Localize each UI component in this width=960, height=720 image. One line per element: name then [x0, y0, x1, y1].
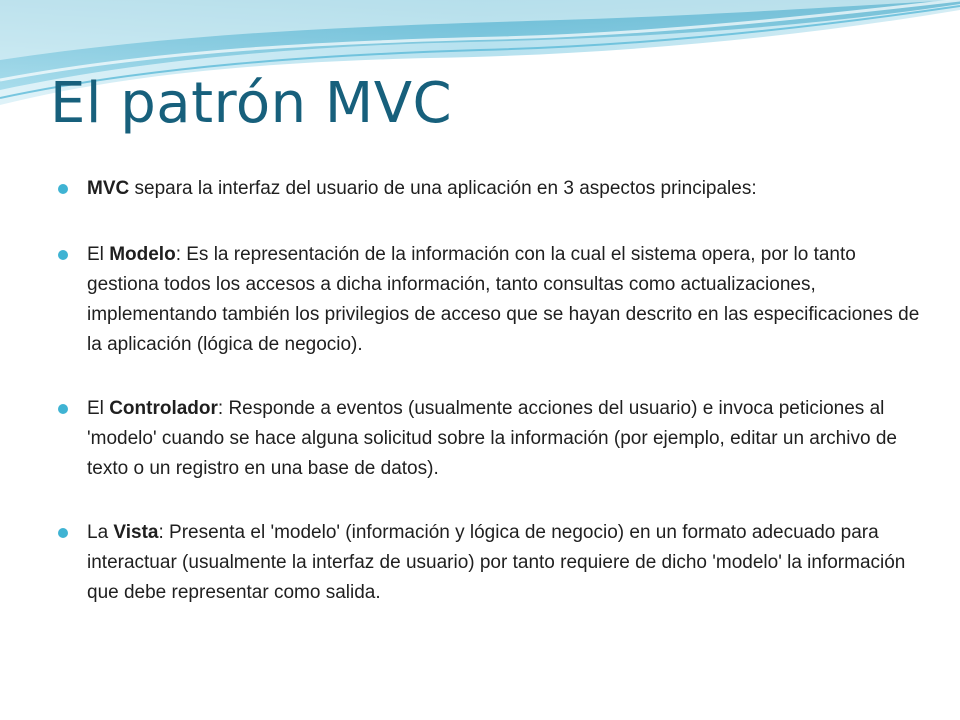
- bullet-dot-icon: [58, 250, 68, 260]
- bullet-prefix: El: [87, 398, 110, 419]
- bullet-list: [58, 174, 928, 642]
- bullet-text: separa la interfaz del usuario de una aplicación en 3 aspectos principales:: [129, 178, 757, 199]
- bullet-dot-icon: [58, 184, 68, 194]
- bullet-term: Controlador: [109, 398, 218, 419]
- bullet-prefix: El: [87, 244, 110, 265]
- bullet-text: : Es la representación de la información con la cual el sistema opera, por lo tanto gestiona todos los accesos a dicha información, tanto consultas como actualizaciones, implementando también los privilegios de acceso que se hayan descrito en las especificaciones de la aplicación (lógica de negocio).: [87, 244, 920, 355]
- bullet-term: MVC: [87, 178, 130, 199]
- bullet-item-controlador: [58, 394, 928, 484]
- bullet-text: : Presenta el 'modelo' (información y lógica de negocio) en un formato adecuado para interactuar (usualmente la interfaz de usuario) por tanto requiere de dicho 'modelo' la información que debe representar como salida.: [87, 522, 906, 603]
- bullet-item-mvc: [58, 174, 928, 204]
- bullet-prefix: La: [87, 522, 114, 543]
- bullet-term: Vista: [113, 522, 159, 543]
- bullet-text: : Responde a eventos (usualmente acciones del usuario) e invoca peticiones al 'modelo' cuando se hace alguna solicitud sobre la información (por ejemplo, editar un archivo de texto o un registro en una base de datos).: [87, 398, 897, 479]
- bullet-dot-icon: [58, 404, 68, 414]
- slide-title: El patrón MVC: [50, 71, 453, 136]
- bullet-item-modelo: [58, 240, 928, 360]
- bullet-term: Modelo: [109, 244, 176, 265]
- bullet-item-vista: [58, 518, 928, 608]
- bullet-dot-icon: [58, 528, 68, 538]
